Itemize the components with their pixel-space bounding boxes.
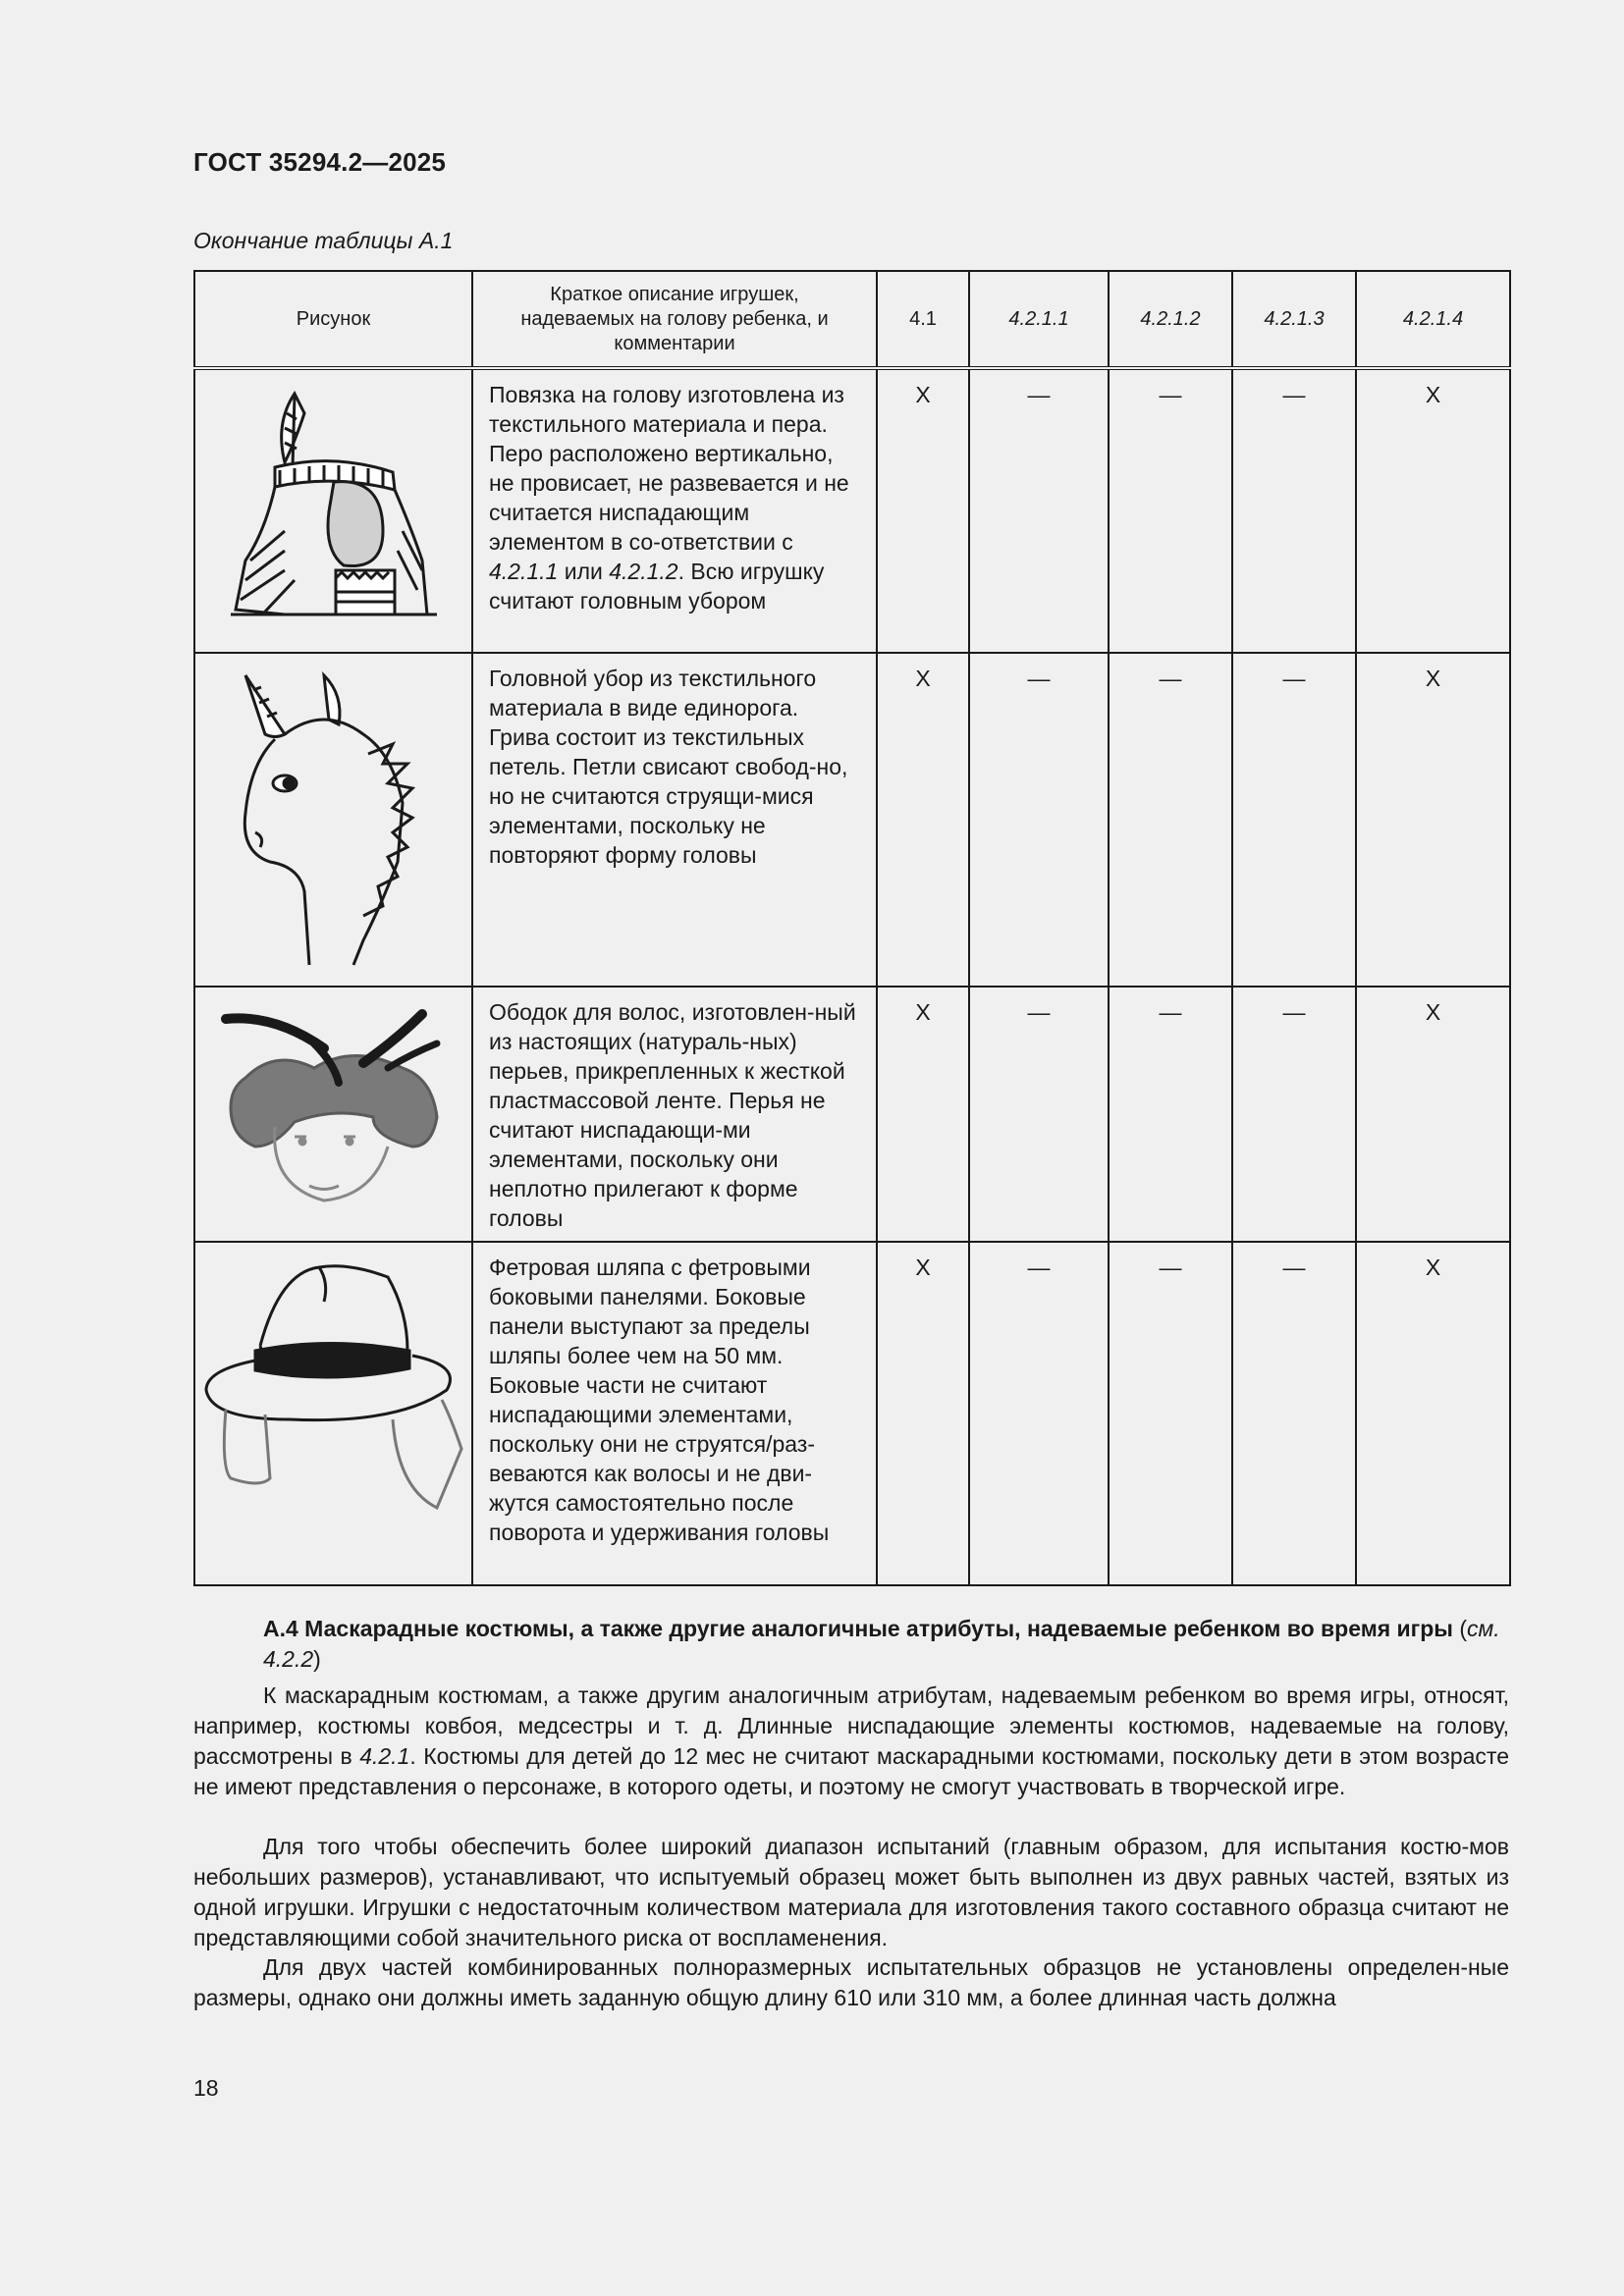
reference-link: 4.2.1.1 [489, 559, 559, 584]
mark-cell: — [1232, 987, 1356, 1242]
table-row [194, 987, 1510, 1242]
mark-cell: X [877, 1242, 969, 1585]
picture-cell [194, 987, 472, 1242]
mark-cell: — [1109, 987, 1232, 1242]
paragraph-text: . Костюмы для детей до 12 мес не считают маскарадными костюмами, поскольку дети в этом возрасте не имеют представления о персонаже, в которого одеты, и поэтому не смогут участвовать в творческой игре. [193, 1743, 1509, 1799]
table-a1 [193, 270, 1511, 1586]
mark-cell: — [969, 368, 1109, 653]
mark-cell: — [969, 987, 1109, 1242]
paragraph [193, 1681, 1509, 1802]
paragraph: Для того чтобы обеспечить более широкий диапазон испытаний (главным образом, для испытания костю-мов небольших размеров), устанавливают, что испытуемый образец может быть выполнен из двух равных частей, взятых из одной игрушки. Игрушки с недостаточным количеством материала для изготовления такого составного образца считают не представляющими собой значительного риска от воспламенения. [193, 1834, 1509, 1950]
section-reference: см. 4.2.2 [263, 1616, 1500, 1672]
table-row [194, 1242, 1510, 1585]
description-text: или [558, 559, 610, 584]
mark-cell: — [1109, 653, 1232, 987]
mark-cell: — [969, 1242, 1109, 1585]
mark-cell: X [877, 368, 969, 653]
picture-cell [194, 1242, 472, 1585]
col-header-4-1: 4.1 [877, 271, 969, 368]
mark-cell: — [1232, 368, 1356, 653]
paragraph-text: К маскарадным костюмам, а также другим аналогичным атрибутам, надеваемым ребенком во время игры, относят, например, костюмы ковбоя, медсестры и т. д. Длинные ниспадающие элементы костюмов, надеваемые на голову, рассмотрены в [193, 1682, 1509, 1769]
col-header-picture: Рисунок [194, 271, 472, 368]
reference-link: 4.2.1.2 [609, 559, 678, 584]
mark-cell: X [1356, 368, 1510, 653]
mark-cell: — [1109, 368, 1232, 653]
col-header-4-2-1-3: 4.2.1.3 [1232, 271, 1356, 368]
mark-cell: X [877, 653, 969, 987]
picture-cell [194, 653, 472, 987]
reference-link: 4.2.1 [359, 1743, 410, 1769]
col-header-description-text: Краткое описание игрушек, надеваемых на голову ребенка, и комментарии [520, 283, 829, 354]
section-title [263, 1614, 1510, 1675]
paragraph: Для двух частей комбинированных полноразмерных испытательных образцов не установлены определен-ные размеры, однако они должны иметь заданную общую длину 610 или 310 мм, а более длинная часть должна [193, 1954, 1509, 2010]
felt-hat-drawing [201, 1253, 466, 1518]
mark-cell: X [1356, 1242, 1510, 1585]
picture-cell [194, 368, 472, 653]
unicorn-headgear-drawing [216, 666, 452, 980]
col-header-description [472, 271, 877, 368]
mark-cell: — [969, 653, 1109, 987]
feather-headband-drawing [226, 384, 442, 639]
mark-cell: — [1232, 1242, 1356, 1585]
feather-hairband-drawing [216, 999, 452, 1225]
section-title-paren: ) [313, 1646, 321, 1672]
mark-cell: X [1356, 653, 1510, 987]
col-header-4-2-1-2: 4.2.1.2 [1109, 271, 1232, 368]
table-row [194, 653, 1510, 987]
col-header-4-2-1-4: 4.2.1.4 [1356, 271, 1510, 368]
description-cell: Фетровая шляпа с фетровыми боковыми панелями. Боковые панели выступают за пределы шляпы более чем на 50 мм. Боковые части не считают ниспадающими элементами, поскольку они не струятся/раз-веваются как волосы и не дви-жутся самостоятельно после поворота и удерживания головы [472, 1242, 877, 1585]
table-row [194, 368, 1510, 653]
mark-cell: — [1109, 1242, 1232, 1585]
section-title-text: А.4 Маскарадные костюмы, а также другие аналогичные атрибуты, надеваемые ребенком во время игры [263, 1616, 1453, 1641]
table-header-row [194, 271, 1510, 368]
document-header: ГОСТ 35294.2—2025 [193, 147, 447, 177]
description-text: Повязка на голову изготовлена из текстильного материала и пера. Перо расположено вертикально, не провисает, не развевается и не считается ниспадающим элементом в со-ответствии с [489, 382, 849, 555]
col-header-4-2-1-1: 4.2.1.1 [969, 271, 1109, 368]
mark-cell: — [1232, 653, 1356, 987]
description-cell [472, 368, 877, 653]
page-number: 18 [193, 2075, 219, 2101]
mark-cell: X [877, 987, 969, 1242]
table-caption: Окончание таблицы А.1 [193, 228, 454, 253]
section-title-paren: ( [1452, 1616, 1468, 1641]
description-cell: Ободок для волос, изготовлен-ный из настоящих (натураль-ных) перьев, прикрепленных к жесткой пластмассовой ленте. Перья не считают ниспадающи-ми элементами, поскольку они неплотно прилегают к форме головы [472, 987, 877, 1242]
description-text: . Всю игрушку считают головным убором [489, 559, 825, 614]
mark-cell: X [1356, 987, 1510, 1242]
description-cell: Головной убор из текстильного материала в виде единорога. Грива состоит из текстильных петель. Петли свисают свобод-но, но не считаются струящи-мися элементами, поскольку не повторяют форму головы [472, 653, 877, 987]
